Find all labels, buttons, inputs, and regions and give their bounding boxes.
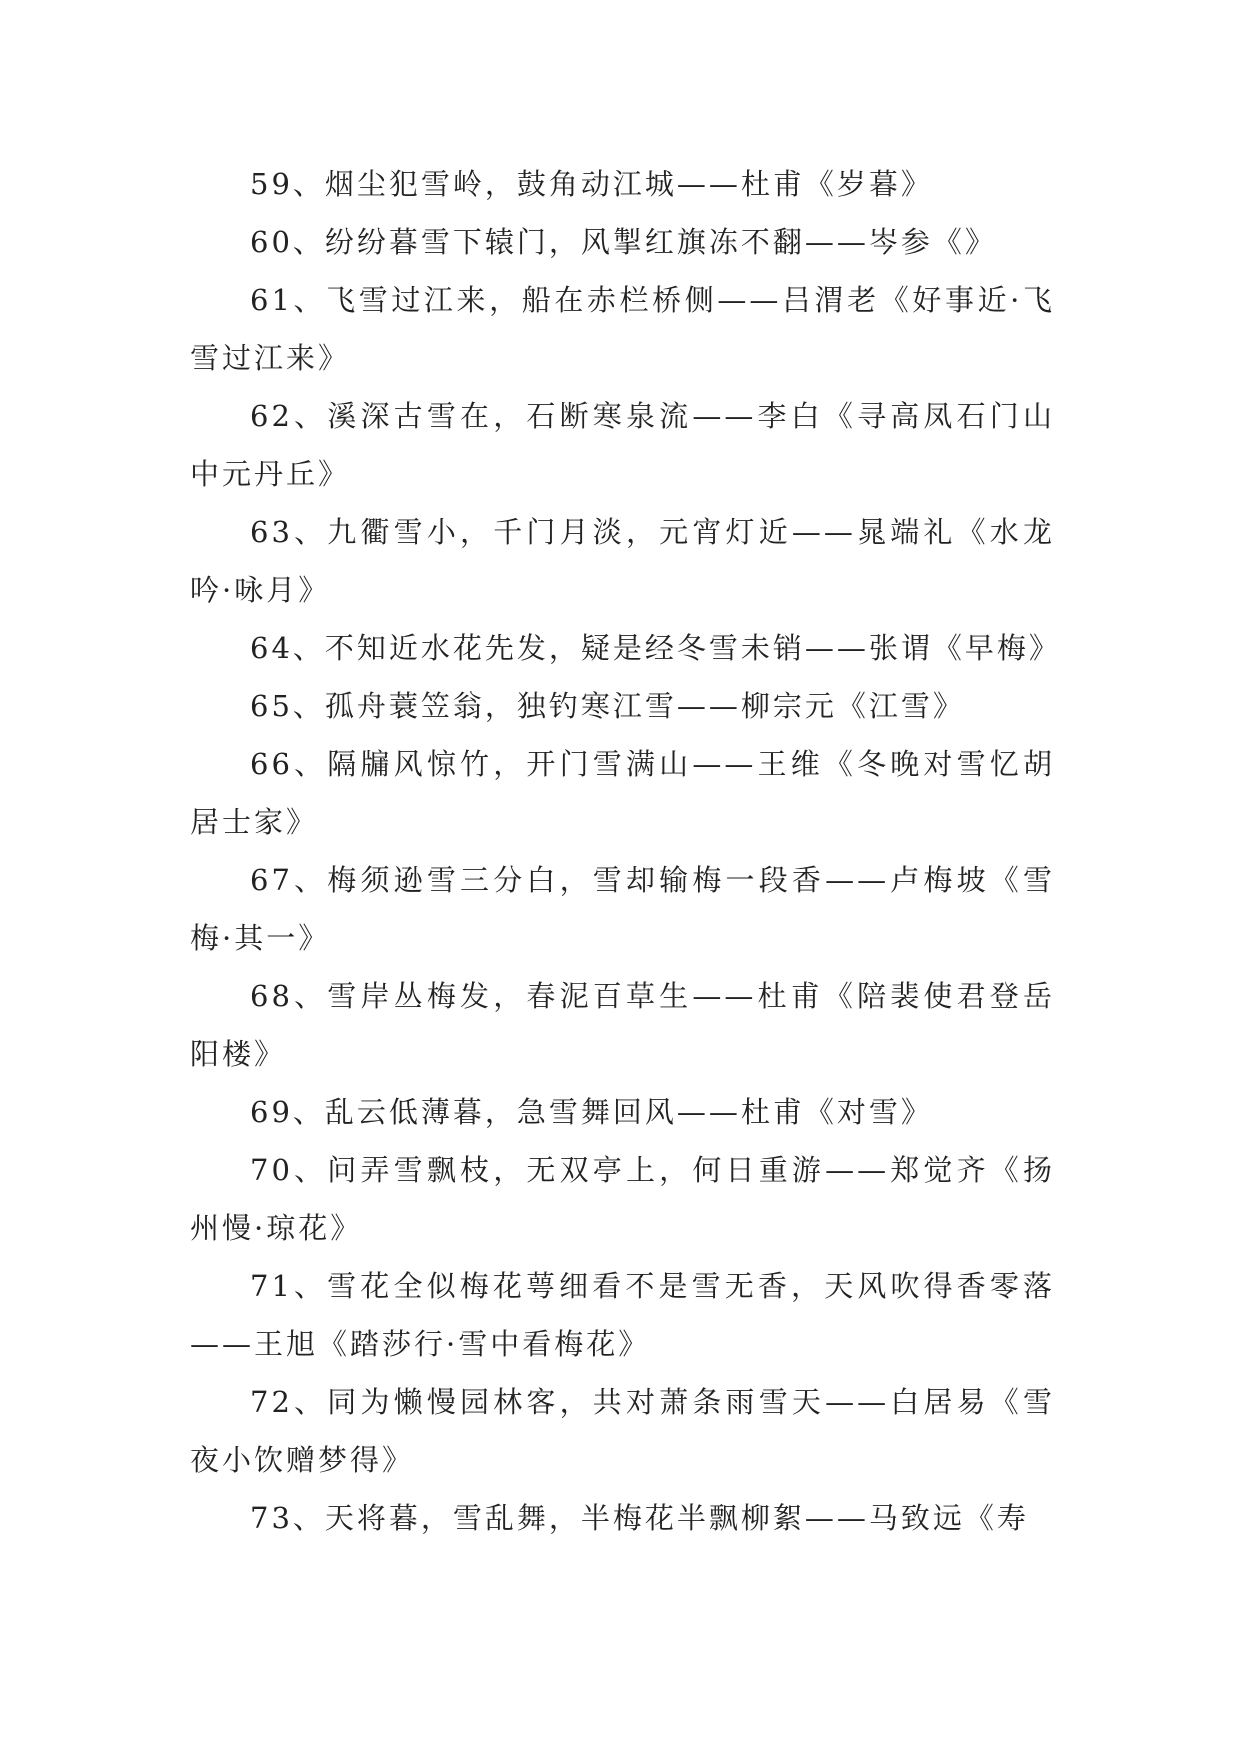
poem-line-59: 59、烟尘犯雪岭，鼓角动江城——杜甫《岁暮》 [250,167,933,201]
poem-line-65: 65、孤舟蓑笠翁，独钓寒江雪——柳宗元《江雪》 [250,689,965,723]
poem-line-61: 61、飞雪过江来，船在赤栏桥侧——吕渭老《好事近·飞雪过江来》 [190,283,1055,375]
poem-line-72: 72、同为懒慢园林客，共对萧条雨雪天——白居易《雪夜小饮赠梦得》 [190,1385,1055,1477]
poem-line-67: 67、梅须逊雪三分白，雪却输梅一段香——卢梅坡《雪梅·其一》 [190,863,1055,955]
poem-line-66: 66、隔牖风惊竹，开门雪满山——王维《冬晚对雪忆胡居士家》 [190,747,1055,839]
poem-line-62: 62、溪深古雪在，石断寒泉流——李白《寻高凤石门山中元丹丘》 [190,399,1055,491]
poem-line-73: 73、天将暮，雪乱舞，半梅花半飘柳絮——马致远《寿 [250,1501,1029,1535]
poem-line-71: 71、雪花全似梅花萼细看不是雪无香，天风吹得香零落——王旭《踏莎行·雪中看梅花》 [190,1269,1055,1361]
poem-line-68: 68、雪岸丛梅发，春泥百草生——杜甫《陪裴使君登岳阳楼》 [190,979,1055,1071]
poem-list [190,155,1061,1547]
poem-line-70: 70、问弄雪飘枝，无双亭上，何日重游——郑觉齐《扬州慢·琼花》 [190,1153,1055,1245]
poem-line-60: 60、纷纷暮雪下辕门，风掣红旗冻不翻——岑参《》 [250,225,997,259]
poem-line-64: 64、不知近水花先发，疑是经冬雪未销——张谓《早梅》 [250,631,1061,665]
poem-line-63: 63、九衢雪小，千门月淡，元宵灯近——晁端礼《水龙吟·咏月》 [190,515,1055,607]
poem-line-69: 69、乱云低薄暮，急雪舞回风——杜甫《对雪》 [250,1095,933,1129]
